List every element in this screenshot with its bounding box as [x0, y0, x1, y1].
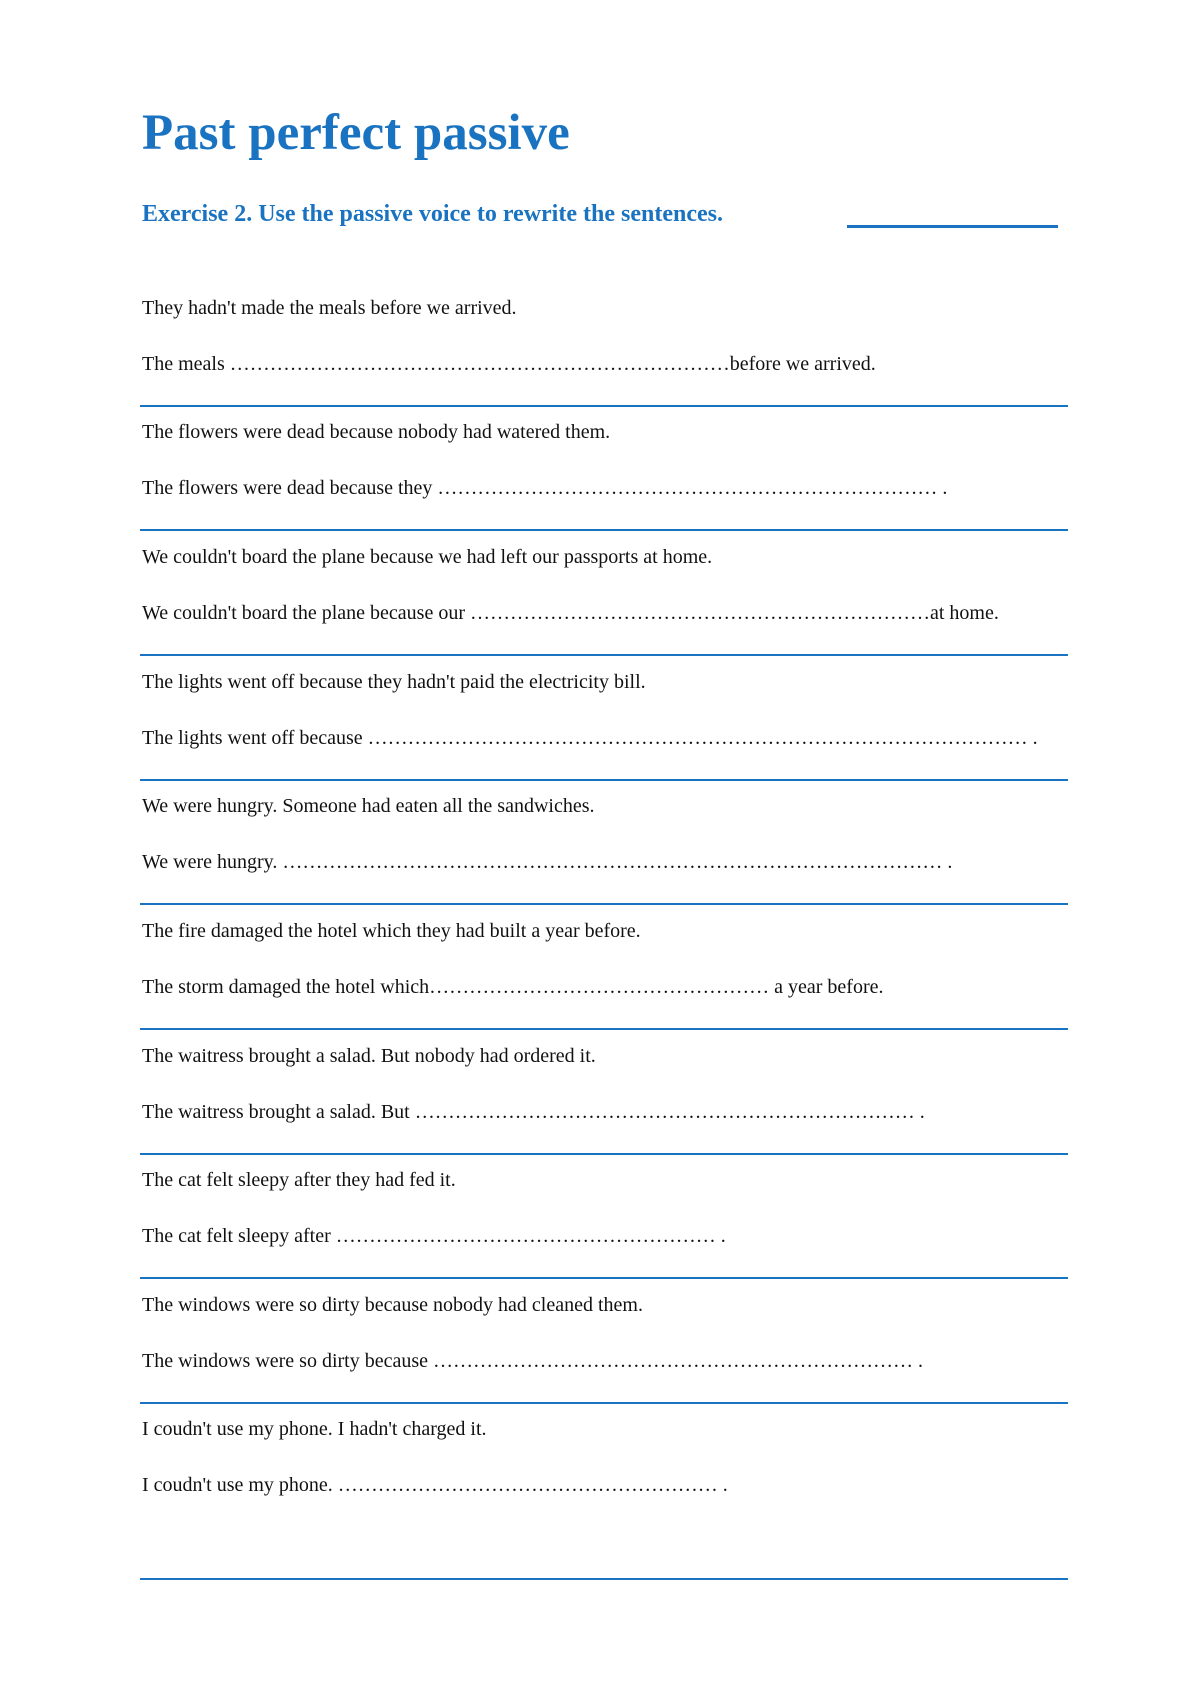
item-divider — [140, 1028, 1068, 1030]
original-sentence: The waitress brought a salad. But nobody had ordered it. — [142, 1045, 596, 1067]
exercise-item — [142, 1032, 1068, 1156]
item-divider — [140, 779, 1068, 781]
rewrite-sentence[interactable]: We were hungry. ……………………………………………………………………………………… . — [142, 851, 953, 873]
rewrite-sentence[interactable]: The lights went off because ……………………………………………………………………………………… . — [142, 727, 1038, 749]
rewrite-sentence[interactable]: The storm damaged the hotel which…………………………………………… a year before. — [142, 976, 884, 998]
rewrite-sentence[interactable]: We couldn't board the plane because our ……………………………………………………………at home. — [142, 602, 999, 624]
exercise-item — [142, 782, 1068, 906]
exercise-instruction: Exercise 2. Use the passive voice to rewrite the sentences. — [142, 201, 723, 227]
exercise-item — [142, 1405, 1068, 1529]
rewrite-sentence[interactable]: The cat felt sleepy after ………………………………………………… . — [142, 1225, 726, 1247]
bottom-divider — [140, 1578, 1068, 1580]
original-sentence: The cat felt sleepy after they had fed it. — [142, 1169, 456, 1191]
item-divider — [140, 529, 1068, 531]
original-sentence: They hadn't made the meals before we arrived. — [142, 297, 517, 319]
rewrite-sentence[interactable]: The flowers were dead because they ………………………………………………………………… . — [142, 477, 948, 499]
original-sentence: The fire damaged the hotel which they had built a year before. — [142, 920, 641, 942]
rewrite-sentence[interactable]: I coudn't use my phone. ………………………………………………… . — [142, 1474, 728, 1496]
original-sentence: We couldn't board the plane because we had left our passports at home. — [142, 546, 713, 568]
item-divider — [140, 1277, 1068, 1279]
original-sentence: The lights went off because they hadn't paid the electricity bill. — [142, 671, 646, 693]
exercise-item — [142, 533, 1068, 657]
exercise-item — [142, 658, 1068, 782]
item-divider — [140, 1153, 1068, 1155]
page-title: Past perfect passive — [142, 105, 570, 161]
item-divider — [140, 405, 1068, 407]
exercise-item — [142, 408, 1068, 532]
exercise-item — [142, 284, 1068, 408]
exercise-item — [142, 907, 1068, 1031]
item-divider — [140, 1402, 1068, 1404]
original-sentence: We were hungry. Someone had eaten all the sandwiches. — [142, 795, 595, 817]
original-sentence: The flowers were dead because nobody had watered them. — [142, 421, 611, 443]
original-sentence: The windows were so dirty because nobody had cleaned them. — [142, 1294, 643, 1316]
exercise-item — [142, 1281, 1068, 1405]
rewrite-sentence[interactable]: The windows were so dirty because ……………………………………………………………… . — [142, 1350, 924, 1372]
exercise-item — [142, 1156, 1068, 1280]
rewrite-sentence[interactable]: The waitress brought a salad. But ………………………………………………………………… . — [142, 1101, 925, 1123]
item-divider — [140, 903, 1068, 905]
item-divider — [140, 654, 1068, 656]
heading-underline — [847, 225, 1058, 228]
rewrite-sentence[interactable]: The meals …………………………………………………………………before we arrived. — [142, 353, 876, 375]
original-sentence: I coudn't use my phone. I hadn't charged it. — [142, 1418, 487, 1440]
